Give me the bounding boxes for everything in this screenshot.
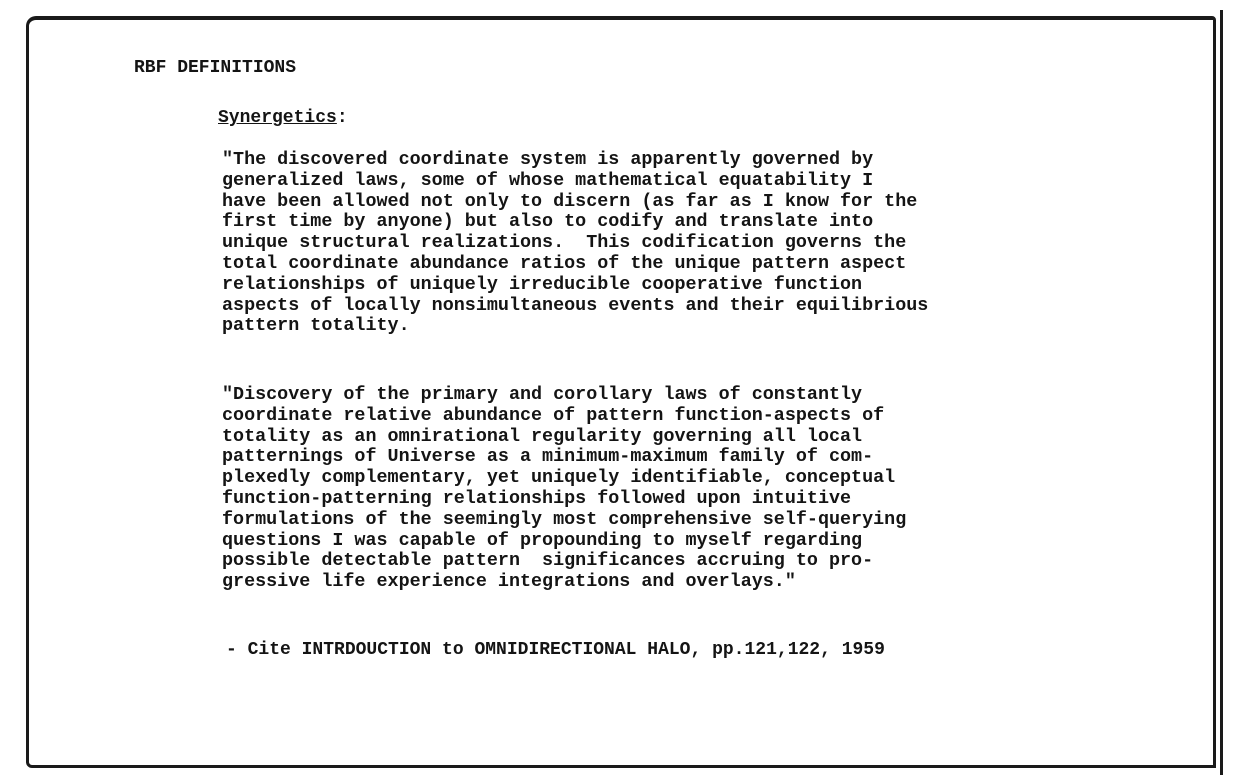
document-heading: RBF DEFINITIONS <box>134 58 297 78</box>
citation-line: - Cite INTRDOUCTION to OMNIDIRECTIONAL HALO, pp.121,122, 1959 <box>226 640 885 660</box>
section-subheading-colon: : <box>336 108 348 128</box>
quote-paragraph-2: "Discovery of the primary and corollary laws of constantly coordinate relative abundance of pattern function-aspects of totality as an omnirational regularity governing all local patternings of Universe as a minimum-maximum family of com- plexedly complementary, yet uniquely identifiable, conceptual function-patterning relationships followed upon intuitive formulations of the seemingly most comprehensive self-querying questions I was capable of propounding to myself regarding possible detectable pattern significances accruing to pro- gressive life experience integrations and overlays." <box>222 384 907 593</box>
section-subheading <box>218 108 348 128</box>
section-subheading-text: Synergetics <box>218 108 337 128</box>
quote-paragraph-1: "The discovered coordinate system is apparently governed by generalized laws, some of whose mathematical equatability I have been allowed not only to discern (as far as I know for the first time by anyone) but also to codify and translate into unique structural realizations. This codification governs the total coordinate abundance ratios of the unique pattern aspect relationships of uniquely irreducible cooperative function aspects of locally nonsimultaneous events and their equilibrious pattern totality. <box>222 149 929 337</box>
page-edge-divider <box>1220 10 1223 775</box>
